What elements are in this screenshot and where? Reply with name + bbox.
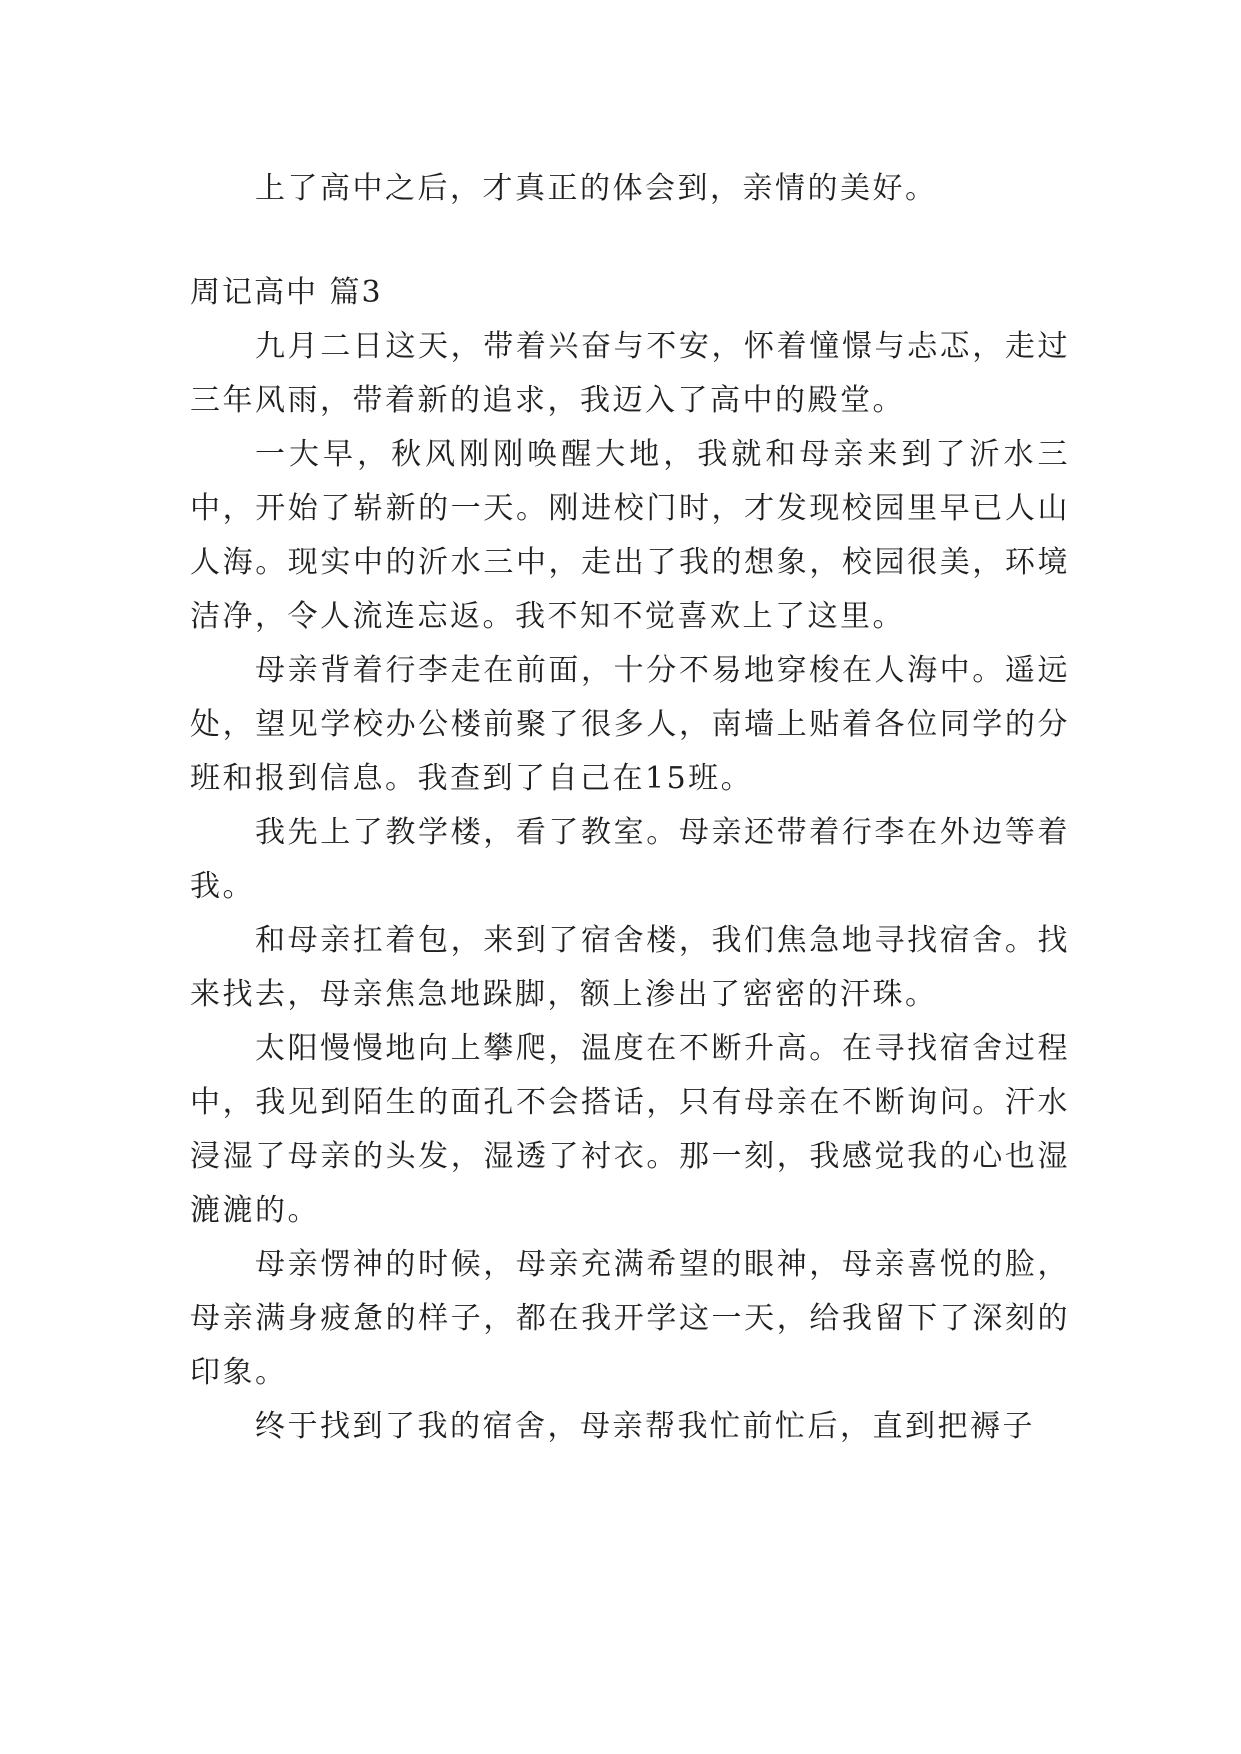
paragraph-3: 母亲背着行李走在前面，十分不易地穿梭在人海中。遥远处，望见学校办公楼前聚了很多人，南墙上贴着各位同学的分班和报到信息。我查到了自己在15班。 [190, 653, 1070, 796]
paragraph-5: 和母亲扛着包，来到了宿舍楼，我们焦急地寻找宿舍。找来找去，母亲焦急地跺脚，额上渗出了密密的汗珠。 [190, 923, 1070, 1012]
paragraph-1: 九月二日这天，带着兴奋与不安，怀着憧憬与忐忑，走过三年风雨，带着新的追求，我迈入了高中的殿堂。 [190, 329, 1070, 418]
section-heading: 周记高中 篇3 [190, 275, 383, 310]
paragraph-6: 太阳慢慢地向上攀爬，温度在不断升高。在寻找宿舍过程中，我见到陌生的面孔不会搭话，只有母亲在不断询问。汗水浸湿了母亲的头发，湿透了衬衣。那一刻，我感觉我的心也湿漉漉的。 [190, 1031, 1070, 1228]
paragraph-7: 母亲愣神的时候，母亲充满希望的眼神，母亲喜悦的脸，母亲满身疲惫的样子，都在我开学这一天，给我留下了深刻的印象。 [190, 1247, 1070, 1390]
paragraph-2: 一大早，秋风刚刚唤醒大地，我就和母亲来到了沂水三中，开始了崭新的一天。刚进校门时，才发现校园里早已人山人海。现实中的沂水三中，走出了我的想象，校园很美，环境洁净，令人流连忘返。我不知不觉喜欢上了这里。 [190, 437, 1070, 634]
document-body [190, 162, 1070, 1454]
paragraph-8: 终于找到了我的宿舍，母亲帮我忙前忙后，直到把褥子 [255, 1409, 1035, 1444]
intro-paragraph: 上了高中之后，才真正的体会到，亲情的美好。 [255, 171, 938, 206]
paragraph-4: 我先上了教学楼，看了教室。母亲还带着行李在外边等着我。 [190, 815, 1070, 904]
